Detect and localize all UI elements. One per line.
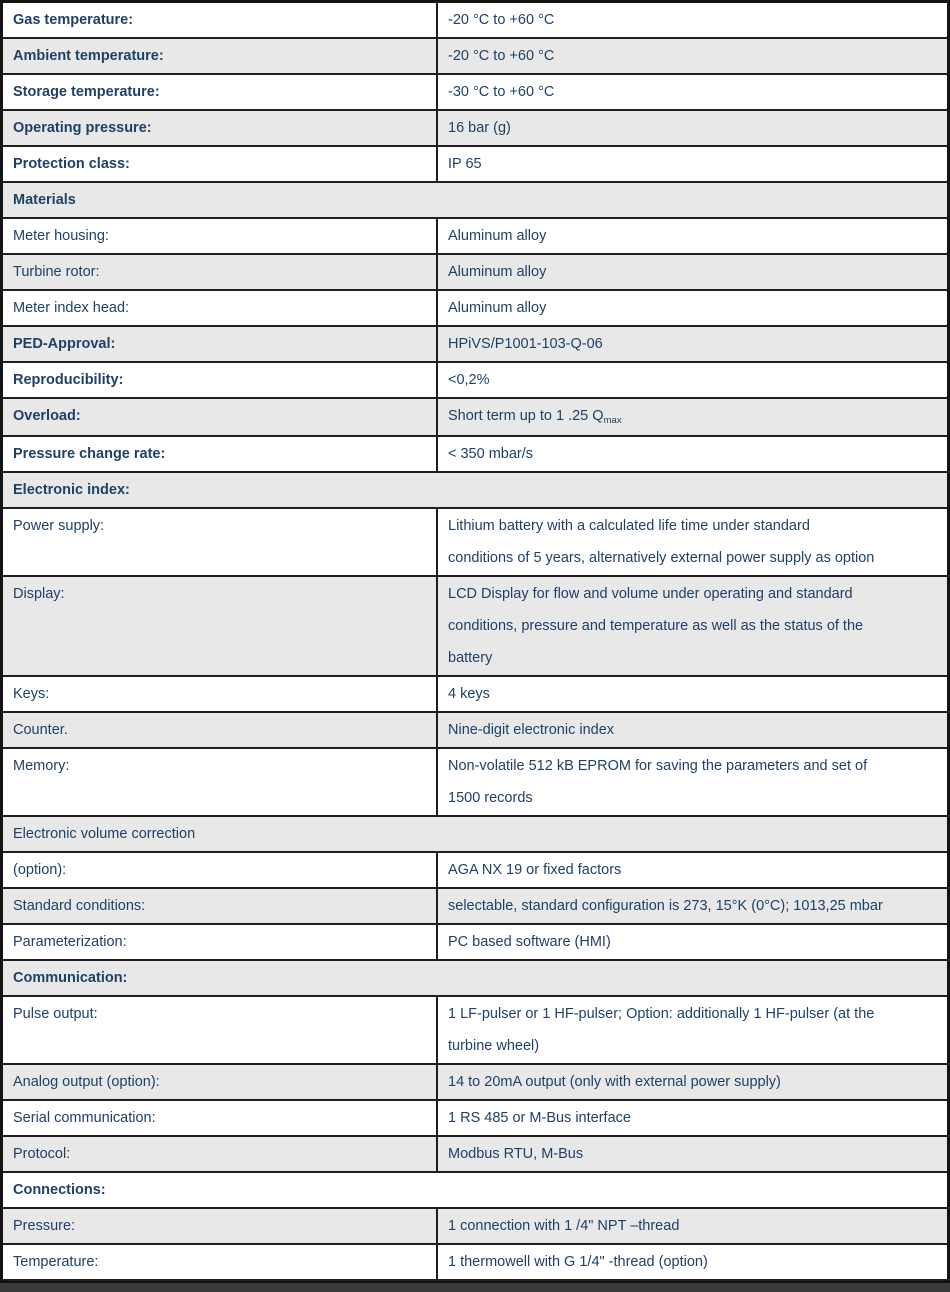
- spec-label: [3, 3, 438, 37]
- spec-value-text: 1 connection with 1 /4" NPT –thread: [448, 1218, 680, 1234]
- spec-label: [3, 509, 438, 575]
- spec-value-text: selectable, standard configuration is 273, 15°K (0°C); 1013,25 mbar: [448, 898, 883, 914]
- table-row: [3, 509, 947, 577]
- spec-label-text: Operating pressure:: [13, 120, 152, 136]
- spec-label: [3, 1137, 438, 1171]
- spec-value: [438, 255, 947, 289]
- spec-value-line: [448, 750, 937, 782]
- spec-value-line: [448, 328, 937, 360]
- spec-value-text: 1 thermowell with G 1/4" -thread (option): [448, 1254, 708, 1270]
- spec-value: [438, 889, 947, 923]
- spec-label: [3, 853, 438, 887]
- spec-label-text: Protocol:: [13, 1146, 71, 1162]
- spec-value-line: [448, 40, 937, 72]
- spec-label: [3, 147, 438, 181]
- section-title: [3, 183, 947, 217]
- spec-value-line: [448, 1102, 937, 1134]
- section-header-row: [3, 473, 947, 509]
- spec-label-text: Pressure:: [13, 1218, 76, 1234]
- spec-value-text: battery: [448, 650, 493, 666]
- table-row: [3, 997, 947, 1065]
- spec-label-text: Connections:: [13, 1182, 106, 1198]
- table-row: [3, 677, 947, 713]
- spec-value-text: Aluminum alloy: [448, 264, 547, 280]
- spec-value: [438, 147, 947, 181]
- table-row: [3, 39, 947, 75]
- spec-value-text: Lithium battery with a calculated life time under standard: [448, 518, 810, 534]
- section-header-row: [3, 817, 947, 853]
- spec-value-text: PC based software (HMI): [448, 934, 611, 950]
- spec-value-line: [448, 542, 937, 574]
- table-row: [3, 1101, 947, 1137]
- spec-value-text: 1500 records: [448, 790, 533, 806]
- spec-value-line: [448, 1138, 937, 1170]
- spec-value: [438, 399, 947, 435]
- subscript-text: max: [603, 415, 622, 426]
- spec-value-text: 1 RS 485 or M-Bus interface: [448, 1110, 631, 1126]
- table-row: [3, 1209, 947, 1245]
- spec-value-line: [448, 364, 937, 396]
- spec-value-line: [448, 292, 937, 324]
- spec-label-text: Meter housing:: [13, 228, 109, 244]
- spec-label: [3, 677, 438, 711]
- spec-label-text: Standard conditions:: [13, 898, 146, 914]
- spec-label-text: Temperature:: [13, 1254, 99, 1270]
- spec-label: [3, 219, 438, 253]
- spec-label: [3, 75, 438, 109]
- spec-label-text: Pulse output:: [13, 1006, 98, 1022]
- spec-value-text: -20 °C to +60 °C: [448, 12, 555, 28]
- spec-value: [438, 437, 947, 471]
- spec-label-text: Analog output (option):: [13, 1074, 160, 1090]
- spec-label-text: (option):: [13, 862, 67, 878]
- spec-value: [438, 39, 947, 73]
- spec-label-text: Power supply:: [13, 518, 105, 534]
- table-row: [3, 291, 947, 327]
- spec-label-text: Serial communication:: [13, 1110, 156, 1126]
- table-row: [3, 255, 947, 291]
- spec-label: [3, 39, 438, 73]
- spec-label: [3, 327, 438, 361]
- spec-value-text: Short term up to 1 .25 Q: [448, 408, 604, 424]
- spec-value-line: [448, 890, 937, 922]
- spec-value-text: Aluminum alloy: [448, 228, 547, 244]
- spec-label-text: Pressure change rate:: [13, 446, 166, 462]
- spec-value-line: [448, 220, 937, 252]
- table-row: [3, 399, 947, 437]
- spec-value-text: LCD Display for flow and volume under operating and standard: [448, 586, 853, 602]
- spec-value-text: 16 bar (g): [448, 120, 511, 136]
- spec-value-line: [448, 678, 937, 710]
- table-row: [3, 577, 947, 677]
- spec-label-text: Parameterization:: [13, 934, 127, 950]
- section-header-row: [3, 1173, 947, 1209]
- spec-value-line: [448, 998, 937, 1030]
- spec-value-text: 4 keys: [448, 686, 490, 702]
- spec-label: [3, 363, 438, 397]
- spec-value-text: 1 LF-pulser or 1 HF-pulser; Option: additionally 1 HF-pulser (at the: [448, 1006, 875, 1022]
- spec-label: [3, 925, 438, 959]
- spec-value-text: -30 °C to +60 °C: [448, 84, 555, 100]
- spec-value-text: Non-volatile 512 kB EPROM for saving the parameters and set of: [448, 758, 868, 774]
- spec-value-line: [448, 4, 937, 36]
- spec-label: [3, 577, 438, 675]
- table-row: [3, 925, 947, 961]
- spec-label-text: Electronic index:: [13, 482, 130, 498]
- spec-value: [438, 749, 947, 815]
- spec-value-text: HPiVS/P1001-103-Q-06: [448, 336, 603, 352]
- spec-label: [3, 437, 438, 471]
- spec-label: [3, 1101, 438, 1135]
- spec-value: [438, 997, 947, 1063]
- spec-value: [438, 3, 947, 37]
- spec-label-text: Storage temperature:: [13, 84, 160, 100]
- table-row: [3, 749, 947, 817]
- spec-value: [438, 1065, 947, 1099]
- spec-value-text: IP 65: [448, 156, 482, 172]
- table-row: [3, 1245, 947, 1281]
- spec-value: [438, 1245, 947, 1279]
- spec-value: [438, 925, 947, 959]
- spec-label-text: PED-Approval:: [13, 336, 116, 352]
- spec-value-line: [448, 148, 937, 180]
- spec-label-text: Materials: [13, 192, 76, 208]
- spec-value: [438, 509, 947, 575]
- spec-label: [3, 997, 438, 1063]
- spec-value: [438, 363, 947, 397]
- spec-value-line: [448, 76, 937, 108]
- spec-label-text: Counter.: [13, 722, 68, 738]
- spec-label: [3, 255, 438, 289]
- spec-value: [438, 853, 947, 887]
- spec-value-line: [448, 926, 937, 958]
- spec-value: [438, 111, 947, 145]
- table-row: [3, 713, 947, 749]
- spec-value-line: [448, 256, 937, 288]
- table-row: [3, 889, 947, 925]
- spec-value-line: [448, 1066, 937, 1098]
- spec-value: [438, 1137, 947, 1171]
- section-title: [3, 473, 947, 507]
- spec-value: [438, 219, 947, 253]
- spec-label-text: Memory:: [13, 758, 70, 774]
- spec-value-line: [448, 578, 937, 610]
- spec-value-text: < 350 mbar/s: [448, 446, 534, 462]
- spec-value-line: [448, 112, 937, 144]
- spec-value-line: [448, 1030, 937, 1062]
- spec-value-line: [448, 782, 937, 814]
- spec-value-line: [448, 610, 937, 642]
- spec-label-text: Reproducibility:: [13, 372, 124, 388]
- table-row: [3, 1065, 947, 1101]
- spec-value-text: <0,2%: [448, 372, 490, 388]
- table-row: [3, 3, 947, 39]
- spec-value: [438, 577, 947, 675]
- spec-value-line: [448, 510, 937, 542]
- spec-label: [3, 1065, 438, 1099]
- spec-value-line: [448, 1246, 937, 1278]
- table-row: [3, 327, 947, 363]
- spec-label-text: Overload:: [13, 408, 81, 424]
- spec-value-text: 14 to 20mA output (only with external power supply): [448, 1074, 781, 1090]
- spec-label-text: Meter index head:: [13, 300, 130, 316]
- spec-label: [3, 889, 438, 923]
- table-row: [3, 75, 947, 111]
- spec-value-text: Aluminum alloy: [448, 300, 547, 316]
- spec-value-text: AGA NX 19 or fixed factors: [448, 862, 622, 878]
- spec-label-text: Communication:: [13, 970, 128, 986]
- table-row: [3, 437, 947, 473]
- table-row: [3, 147, 947, 183]
- spec-label: [3, 111, 438, 145]
- spec-value-text: Modbus RTU, M-Bus: [448, 1146, 584, 1162]
- section-header-row: [3, 961, 947, 997]
- table-row: [3, 111, 947, 147]
- spec-value: [438, 291, 947, 325]
- spec-label-text: Keys:: [13, 686, 50, 702]
- table-row: [3, 1137, 947, 1173]
- spec-value: [438, 677, 947, 711]
- spec-value-line: [448, 400, 937, 434]
- spec-value-line: [448, 642, 937, 674]
- table-row: [3, 219, 947, 255]
- spec-value-line: [448, 854, 937, 886]
- spec-value-text: turbine wheel): [448, 1038, 540, 1054]
- spec-label-text: Turbine rotor:: [13, 264, 100, 280]
- section-title: [3, 1173, 947, 1207]
- spec-value-text: conditions of 5 years, alternatively external power supply as option: [448, 550, 875, 566]
- table-bottom-border: [0, 1281, 950, 1292]
- spec-value: [438, 713, 947, 747]
- spec-label: [3, 749, 438, 815]
- spec-value-text: -20 °C to +60 °C: [448, 48, 555, 64]
- spec-label-text: Ambient temperature:: [13, 48, 164, 64]
- spec-label: [3, 291, 438, 325]
- spec-value: [438, 1101, 947, 1135]
- spec-label: [3, 399, 438, 435]
- section-header-row: [3, 183, 947, 219]
- table-row: [3, 853, 947, 889]
- spec-label-text: Protection class:: [13, 156, 130, 172]
- section-title: [3, 817, 947, 851]
- spec-label-text: Display:: [13, 586, 65, 602]
- spec-value-line: [448, 714, 937, 746]
- spec-label-text: Gas temperature:: [13, 12, 134, 28]
- spec-value-text: Nine-digit electronic index: [448, 722, 615, 738]
- spec-value: [438, 75, 947, 109]
- spec-value: [438, 327, 947, 361]
- spec-value-line: [448, 1210, 937, 1242]
- spec-label-text: Electronic volume correction: [13, 826, 196, 842]
- spec-label: [3, 713, 438, 747]
- spec-value-line: [448, 438, 937, 470]
- section-title: [3, 961, 947, 995]
- table-row: [3, 363, 947, 399]
- spec-value-text: conditions, pressure and temperature as well as the status of the: [448, 618, 864, 634]
- spec-label: [3, 1245, 438, 1279]
